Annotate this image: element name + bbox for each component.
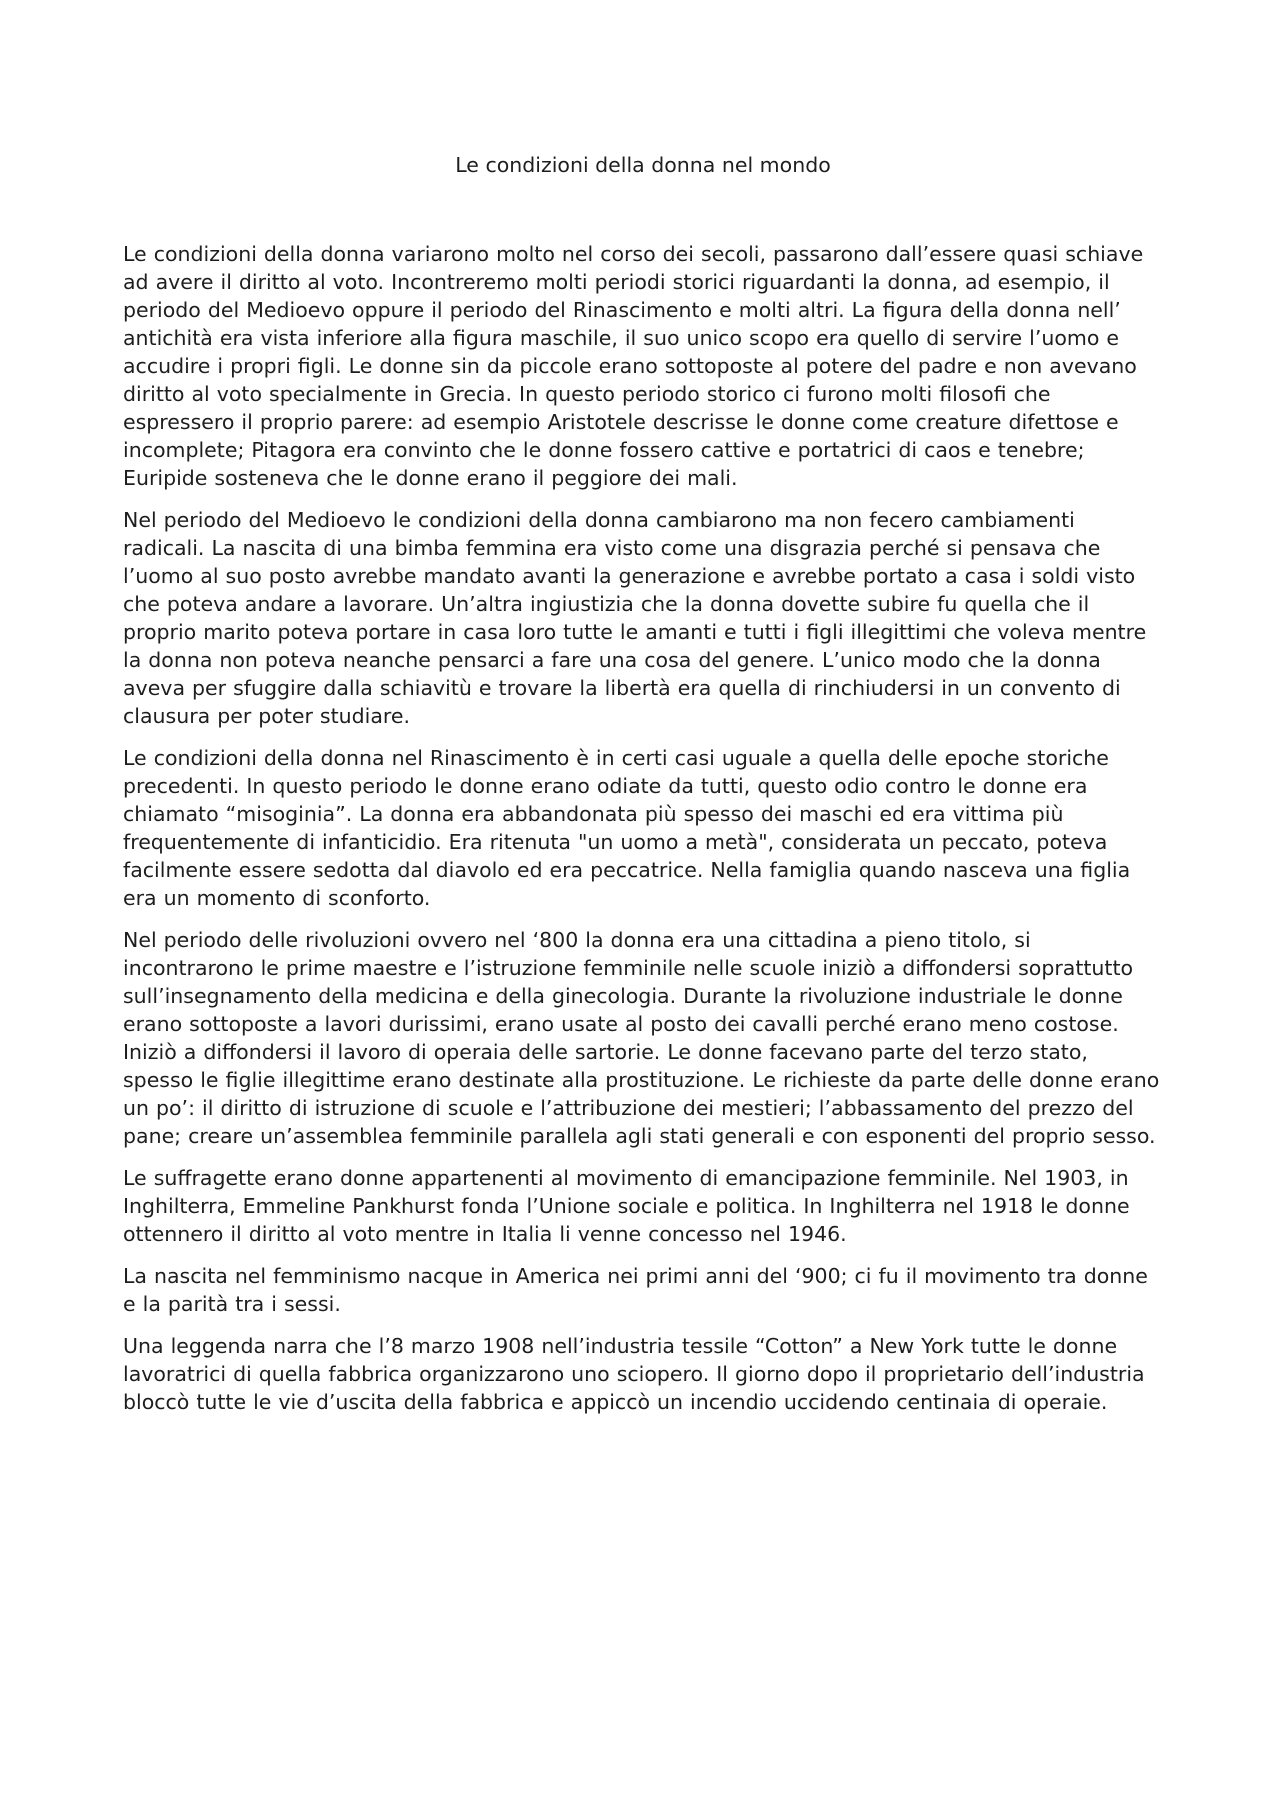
document-page <box>123 0 1163 1811</box>
paragraph-antiquity: Le condizioni della donna variarono molto nel corso dei secoli, passarono dall’essere quasi schiave ad avere il diritto al voto. Incontreremo molti periodi storici riguardanti la donna, ad esempio, il periodo del Medioevo oppure il periodo del Rinascimento e molti altri. La figura della donna nell’ antichità era vista inferiore alla figura maschile, il suo unico scopo era quello di servire l’uomo e accudire i propri figli. Le donne sin da piccole erano sottoposte al potere del padre e non avevano diritto al voto specialmente in Grecia. In questo periodo storico ci furono molti filosofi che espressero il proprio parere: ad esempio Aristotele descrisse le donne come creature difettose e incomplete; Pitagora era convinto che le donne fossero cattive e portatrici di caos e tenebre; Euripide sosteneva che le donne erano il peggiore dei mali. <box>123 242 1144 490</box>
paragraph-middle-ages: Nel periodo del Medioevo le condizioni della donna cambiarono ma non fecero cambiamenti radicali. La nascita di una bimba femmina era visto come una disgrazia perché si pensava che l’uomo al suo posto avrebbe mandato avanti la generazione e avrebbe portato a casa i soldi visto che poteva andare a lavorare. Un’altra ingiustizia che la donna dovette subire fu quella che il proprio marito poteva portare in casa loro tutte le amanti e tutti i figli illegittimi che voleva mentre la donna non poteva neanche pensarci a fare una cosa del genere. L’unico modo che la donna aveva per sfuggire dalla schiavitù e trovare la libertà era quella di rinchiudersi in un convento di clausura per poter studiare. <box>123 508 1147 728</box>
paragraph-renaissance: Le condizioni della donna nel Rinascimento è in certi casi uguale a quella delle epoche storiche precedenti. In questo periodo le donne erano odiate da tutti, questo odio contro le donne era chiamato “misoginia”. La donna era abbandonata più spesso dei maschi ed era vittima più frequentemente di infanticidio. Era ritenuta "un uomo a metà", considerata un peccato, poteva facilmente essere sedotta dal diavolo ed era peccatrice. Nella famiglia quando nasceva una figlia era un momento di sconforto. <box>123 746 1131 910</box>
paragraph-suffragettes: Le suffragette erano donne appartenenti al movimento di emancipazione femminile. Nel 1903, in Inghilterra, Emmeline Pankhurst fonda l’Unione sociale e politica. In Inghilterra nel 1918 le donne ottennero il diritto al voto mentre in Italia li venne concesso nel 1946. <box>123 1166 1130 1246</box>
document-title: Le condizioni della donna nel mondo <box>455 153 831 177</box>
paragraph-revolutions: Nel periodo delle rivoluzioni ovvero nel ‘800 la donna era una cittadina a pieno titolo, si incontrarono le prime maestre e l’istruzione femminile nelle scuole iniziò a diffondersi soprattutto sull’insegnamento della medicina e della ginecologia. Durante la rivoluzione industriale le donne erano sottoposte a lavori durissimi, erano usate al posto dei cavalli perché erano meno costose. Iniziò a diffondersi il lavoro di operaia delle sartorie. Le donne facevano parte del terzo stato, spesso le figlie illegittime erano destinate alla prostituzione. Le richieste da parte delle donne erano un po’: il diritto di istruzione di scuole e l’attribuzione dei mestieri; l’abbassamento del prezzo del pane; creare un’assemblea femminile parallela agli stati generali e con esponenti del proprio sesso. <box>123 928 1160 1148</box>
paragraph-legend: Una leggenda narra che l’8 marzo 1908 nell’industria tessile “Cotton” a New York tutte le donne lavoratrici di quella fabbrica organizzarono uno sciopero. Il giorno dopo il proprietario dell’industria bloccò tutte le vie d’uscita della fabbrica e appiccò un incendio uccidendo centinaia di operaie. <box>123 1334 1145 1414</box>
document-body <box>123 240 1163 1430</box>
paragraph-feminism: La nascita nel femminismo nacque in America nei primi anni del ‘900; ci fu il movimento tra donne e la parità tra i sessi. <box>123 1264 1148 1316</box>
